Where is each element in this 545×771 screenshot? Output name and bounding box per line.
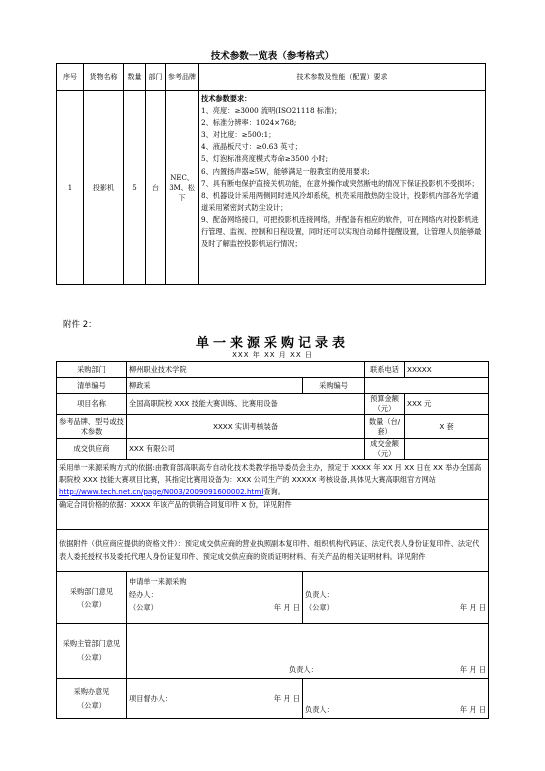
tech-params-table (56, 63, 486, 285)
responsible-label: 负责人： (305, 590, 334, 599)
header-name: 货物名称 (84, 64, 124, 91)
spec-line: 9、配备网络接口，可把投影机连接网络，并配备有相应的软件，可在网络内对投影机进行管理、监视、控制和日程设置，同时还可以实现自动邮件提醒设置，让管理人员能够最及时了解监控投影机运行情况； (201, 214, 482, 249)
reason-text: 采用单一来源采购方式的依据:由教育部高职高专自动化技术类教学指导委员会主办，预定于 XXXX 年 XX 月 XX 日在 XX 举办全国高职院校 XXX 技能大赛项目比赛，其指定比赛用设备为：XXX 公司生产的 XXXXX 考核设备,具体见大赛高职组官方网站 (59, 462, 482, 484)
header-spec: 技术参数及性能（配置）要求 (199, 64, 486, 91)
date-text: 年 月 日 (273, 693, 300, 703)
phone-value: XXXXX (405, 362, 489, 378)
qty-label: 数量（台/套） (365, 415, 405, 439)
budget-value: XXX 元 (405, 394, 489, 415)
dept-opinion-label: 采购部门意见 (69, 586, 114, 596)
office-responsible-cell (303, 679, 489, 719)
brand-value: XXXX 实训考核装备 (127, 415, 365, 439)
request-text: 申请单一来源采购 (129, 577, 187, 586)
amount-label: 成交金额（元） (365, 439, 405, 460)
attachments-text: 依据附件（供应商应提供的资格文件）：预定成交供应商的营业执照副本复印件、组织机构代码证、法定代表人身份证复印件、法定代表人委托授权书及委托代理人身份证复印件、预定成交供应商的资质证明材料、有关产品的相关证明材料。详见附件 (57, 530, 489, 572)
supervisor-label-cell (57, 624, 127, 679)
form-date: XXX 年 XX 月 XX 日 (232, 351, 313, 359)
dept-opinion-cell (127, 572, 303, 624)
date-text: 年 月 日 (273, 603, 300, 612)
header-unit: 部门 (146, 64, 166, 91)
row-unit: 台 (146, 91, 166, 285)
project-supervisor-cell (127, 679, 303, 719)
spec-line: 5、灯泡标准亮度模式寿命≥3500 小时; (201, 154, 329, 164)
spec-title: 技术参数要求： (201, 94, 252, 103)
row-name: 投影机 (84, 91, 124, 285)
date-text: 年 月 日 (459, 705, 487, 714)
spec-line: 4、液晶板尺寸：≥0.63 英寸； (201, 142, 302, 152)
office-label-cell (57, 679, 127, 719)
supervisor-seal: （公章） (77, 653, 106, 662)
purchase-no-value (365, 378, 489, 394)
date-text: 年 月 日 (459, 603, 487, 612)
header-no: 序号 (57, 64, 84, 91)
qty-value: X 套 (405, 415, 489, 439)
row-qty: 5 (124, 91, 146, 285)
form-title: 单一来源采购记录表 (195, 336, 349, 351)
spec-line: 2、标准分辨率：1024×768; (201, 118, 297, 128)
reason-tail: 查询。 (263, 486, 285, 496)
tech-params-title: 技术参数一览表（参考格式） (210, 51, 335, 62)
supervisor-cell (127, 624, 489, 679)
project-value: 全国高职院校 XXX 技能大赛训练、比赛用设备 (127, 394, 365, 415)
project-label: 项目名称 (57, 394, 127, 415)
spec-line: 3、对比度：≥500:1； (201, 130, 276, 140)
price-basis: 确定合同价格的依据：XXXX 年该产品的供销合同复印件 X 份，详见附件 (57, 500, 489, 530)
sole-source-form (56, 361, 489, 719)
header-qty: 数量 (124, 64, 146, 91)
dept-responsible-cell (303, 572, 489, 624)
supplier-value: XXX 有限公司 (127, 439, 365, 460)
responsible-label: 负责人： (305, 705, 334, 714)
phone-label: 联系电话 (365, 362, 405, 378)
list-value: 柳政采 (127, 378, 303, 394)
header-brand: 参考品牌 (166, 64, 199, 91)
purchase-no-label: 采购编号 (303, 378, 365, 394)
spec-line: 8、机器设计采用两侧同时进风冷却系统，机壳采用散热防尘设计，投影机内部各光学通道采用紧密封式防尘设计； (201, 190, 479, 212)
supplier-label: 成交供应商 (57, 439, 127, 460)
amount-value (405, 439, 489, 460)
project-supervisor-label: 项目督办人： (129, 693, 173, 703)
dept-opinion-seal: （公章） (77, 599, 106, 609)
office-label: 采购办意见 (73, 686, 110, 696)
date-text: 年 月 日 (459, 665, 487, 674)
dept-opinion-label-cell (57, 572, 127, 624)
tech-params-header-row (57, 64, 486, 91)
reason-link[interactable]: http://www.tech.net.cn/page/N003/2009091600002.html (59, 486, 264, 496)
brand-label: 参考品牌、型号或技术参数 (57, 415, 127, 439)
spec-line: 7、具有断电保护直接关机功能，在意外操作或突然断电的情况下保证投影机不受损坏； (201, 178, 479, 188)
spec-line: 6、内置扬声器≥5W，能够满足一般教室的使用要求; (201, 166, 370, 176)
seal-text: （公章） (305, 603, 334, 612)
responsible-label: 负责人： (289, 665, 318, 674)
supervisor-label: 采购主管部门意见 (62, 639, 121, 648)
tech-params-row (57, 91, 486, 285)
spec-line: 1、亮度：≥3000 流明(ISO21118 标准)； (201, 106, 342, 116)
list-label: 清单编号 (57, 378, 127, 394)
row-no: 1 (57, 91, 84, 285)
row-spec (199, 91, 486, 285)
dept-label: 采购部门 (57, 362, 127, 378)
row-brands: NEC、3M、松下 (166, 91, 199, 285)
budget-label: 预算金额（元） (365, 394, 405, 415)
seal-text: （公章） (129, 603, 158, 612)
dept-value: 柳州职业技术学院 (127, 362, 365, 378)
attachment-label: 附件 2： (63, 320, 97, 330)
handler-label: 经办人： (129, 590, 158, 599)
office-seal: （公章） (77, 700, 106, 710)
reason-cell (57, 460, 489, 500)
